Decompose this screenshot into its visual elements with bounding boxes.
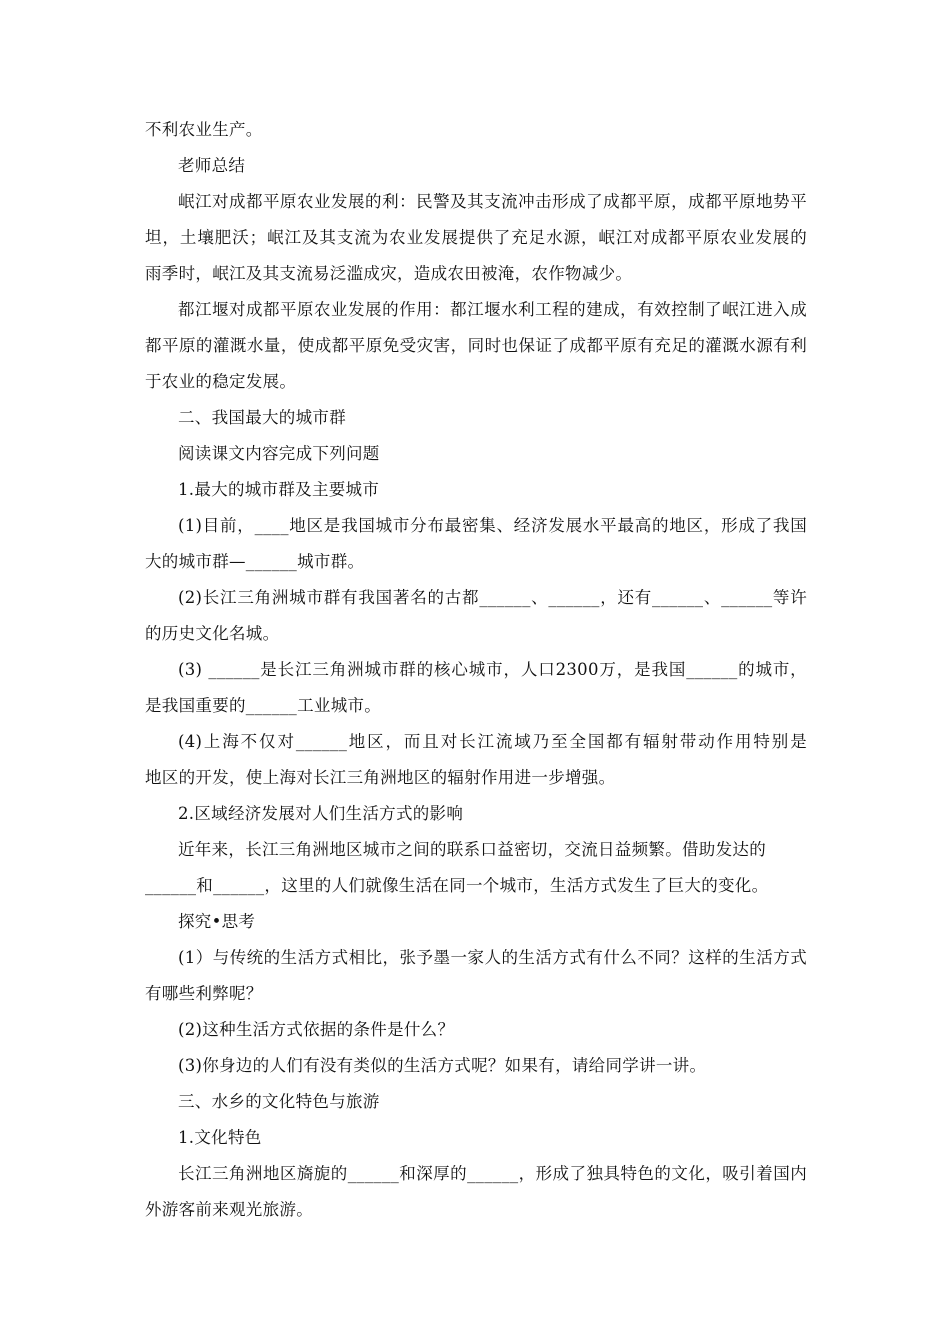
text-line: 三、水乡的文化特色与旅游 <box>178 1092 380 1111</box>
text-line: 1.最大的城市群及主要城市 <box>178 480 380 499</box>
text-line: (1)目前，____地区是我国城市分布最密集、经济发展水平最高的地区，形成了我国 <box>178 516 807 535</box>
text-line: (3) ______是长江三角洲城市群的核心城市，人口2300万，是我国______的城市， <box>178 660 807 679</box>
text-line: 2.区域经济发展对人们生活方式的影响 <box>178 804 464 823</box>
text-line: 外游客前来观光旅游。 <box>145 1200 313 1219</box>
text-line: ______和______，这里的人们就像生活在同一个城市，生活方式发生了巨大的变化。 <box>145 876 769 895</box>
text-line: 阅读课文内容完成下列问题 <box>178 444 380 463</box>
document-body <box>145 112 807 1228</box>
text-line: 雨季时，岷江及其支流易泛滥成灾，造成农田被淹，农作物减少。 <box>145 264 633 283</box>
text-line: 二、我国最大的城市群 <box>178 408 346 427</box>
text-line: 老师总结 <box>178 156 246 175</box>
text-line: 都江堰对成都平原农业发展的作用：都江堰水利工程的建成，有效控制了岷江进入成 <box>178 300 807 319</box>
text-line: 地区的开发，使上海对长江三角洲地区的辐射作用进一步增强。 <box>145 768 616 787</box>
text-line: (2)这种生活方式依据的条件是什么？ <box>178 1020 455 1039</box>
text-line: (3)你身边的人们有没有类似的生活方式呢？如果有，请给同学讲一讲。 <box>178 1056 707 1075</box>
text-line: 于农业的稳定发展。 <box>145 372 297 391</box>
text-line: 不利农业生产。 <box>145 120 263 139</box>
text-line: 1.文化特色 <box>178 1128 262 1147</box>
text-line: (1）与传统的生活方式相比，张予墨一家人的生活方式有什么不同？这样的生活方式 <box>178 948 807 967</box>
text-line: 大的城市群—______城市群。 <box>145 552 365 571</box>
text-line: 都平原的灌溉水量，使成都平原免受灾害，同时也保证了成都平原有充足的灌溉水源有利 <box>145 336 807 355</box>
text-line: 近年来，长江三角洲地区城市之间的联系口益密切，交流日益频繁。借助发达的 <box>178 840 766 859</box>
text-line: 有哪些利弊呢？ <box>145 984 263 1003</box>
text-line: (2)长江三角洲城市群有我国著名的古都______、______，还有______、______等许 <box>178 588 807 607</box>
text-line: 的历史文化名城。 <box>145 624 280 643</box>
text-line: 是我国重要的______工业城市。 <box>145 696 382 715</box>
text-line: 长江三角洲地区旖旎的______和深厚的______，形成了独具特色的文化，吸引着国内 <box>178 1164 807 1183</box>
text-line: (4)上海不仅对______地区，而且对长江流域乃至全国都有辐射带动作用特别是 <box>178 732 807 751</box>
text-line: 岷江对成都平原农业发展的利：民警及其支流冲击形成了成都平原，成都平原地势平 <box>178 192 807 211</box>
text-line: 探究•思考 <box>178 912 256 931</box>
text-line: 坦，土壤肥沃；岷江及其支流为农业发展提供了充足水源，岷江对成都平原农业发展的 <box>145 228 807 247</box>
